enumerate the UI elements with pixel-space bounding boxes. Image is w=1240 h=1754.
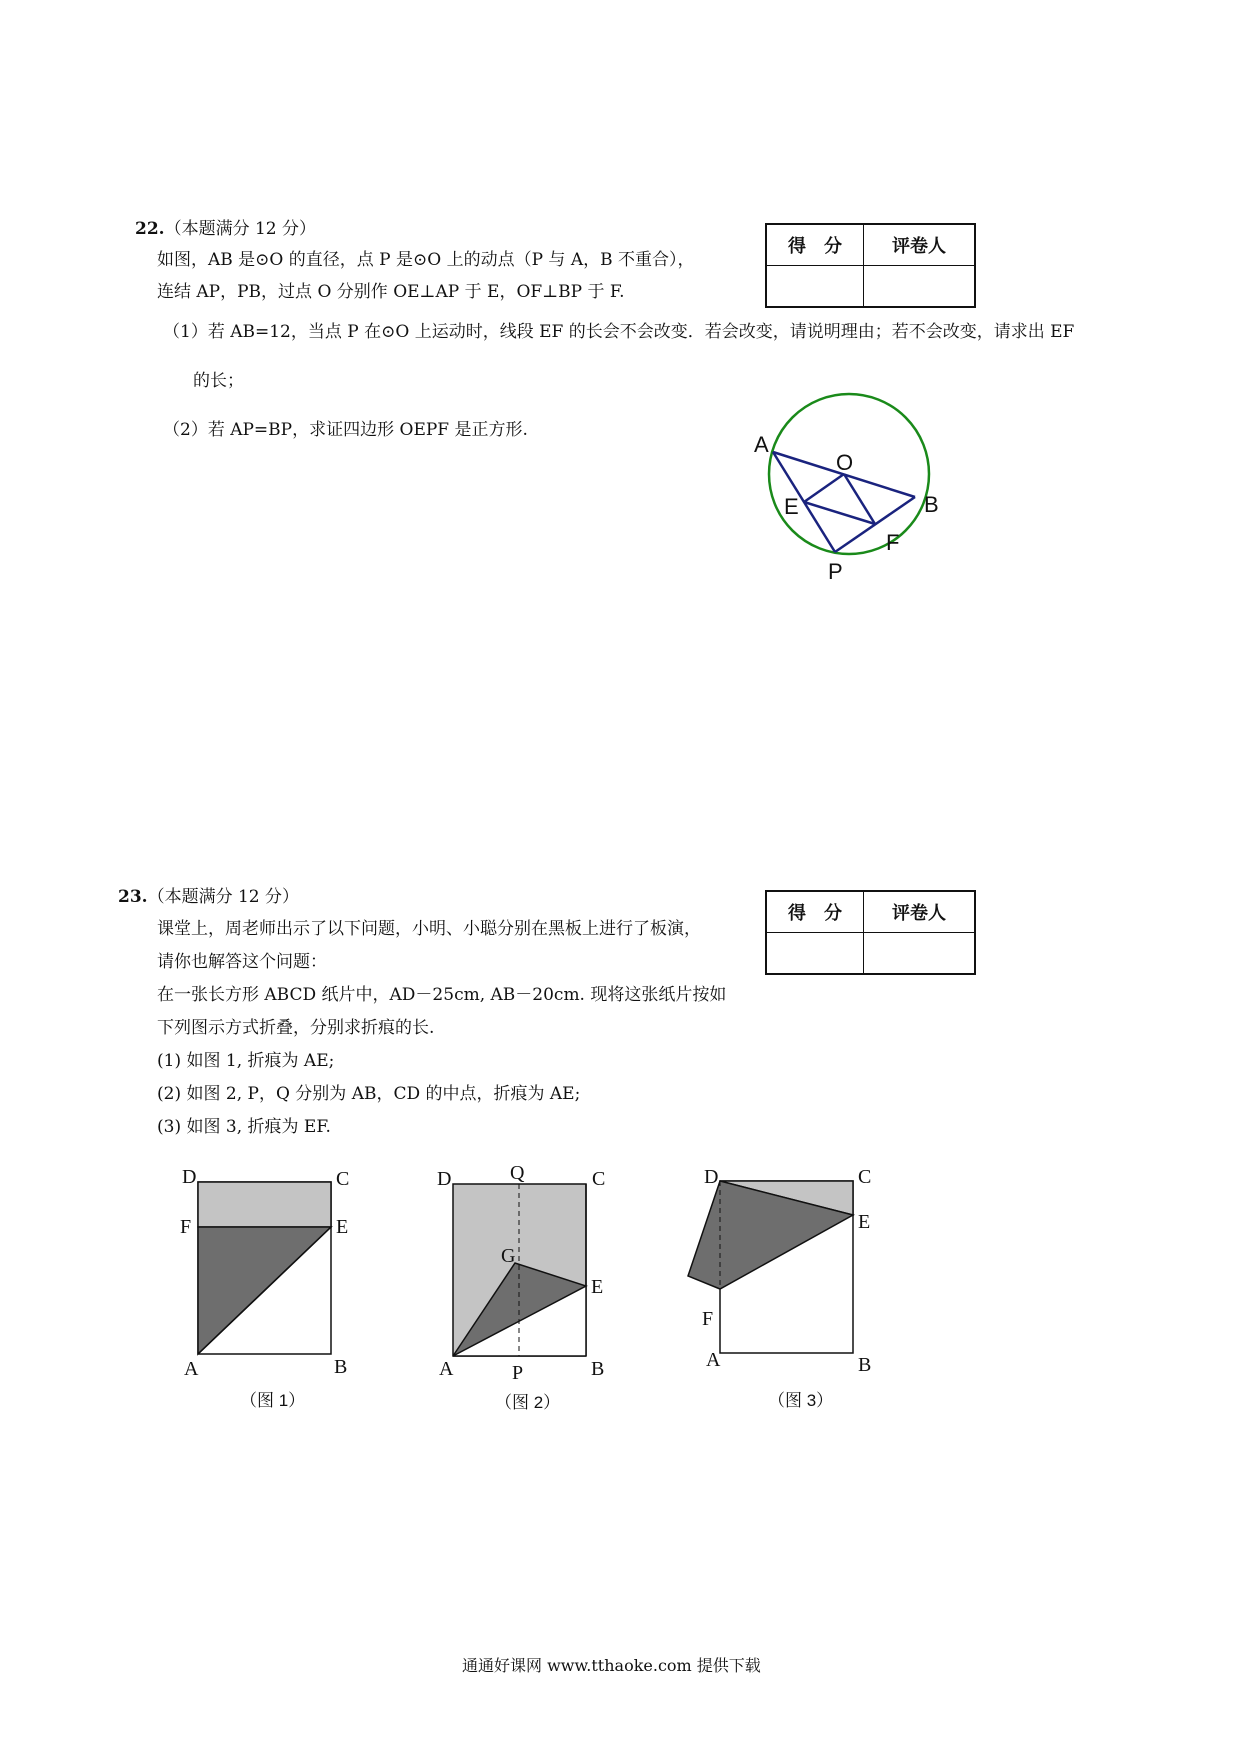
q23-item3: (3) 如图 3, 折痕为 EF. (157, 1117, 331, 1137)
grader-cell[interactable] (864, 266, 976, 308)
q23-line3: 在一张长方形 ABCD 纸片中，AD－25cm, AB－20cm. 现将这张纸片按如 (157, 985, 727, 1005)
label-e: E (784, 494, 799, 519)
grader-header: 评卷人 (864, 891, 976, 933)
q23-item2: (2) 如图 2, P，Q 分别为 AB，CD 的中点，折痕为 AE; (157, 1084, 581, 1104)
q22-header (135, 217, 316, 241)
q23-line4: 下列图示方式折叠，分别求折痕的长. (157, 1018, 435, 1038)
q22-part2: （2）若 AP=BP，求证四边形 OEPF 是正方形. (163, 420, 528, 440)
q23-figure-1 (170, 1155, 370, 1415)
f1-label-d: D (182, 1166, 197, 1188)
score-header: 得 分 (766, 224, 864, 266)
f2-label-c: C (592, 1168, 606, 1190)
label-o: O (836, 450, 854, 475)
label-p: P (828, 559, 843, 584)
q22-part1b: 的长； (193, 371, 244, 391)
q22-score-table (765, 223, 976, 308)
q23-figure-2 (435, 1155, 635, 1415)
f2-label-a: A (439, 1358, 454, 1380)
score-header: 得 分 (766, 891, 864, 933)
f1-label-b: B (334, 1356, 348, 1378)
page-footer: 通通好课网 www.tthaoke.com 提供下载 (462, 1656, 761, 1675)
q22-line2: 连结 AP，PB，过点 O 分别作 OE⊥AP 于 E，OF⊥BP 于 F. (157, 282, 625, 302)
f3-label-f: F (702, 1308, 714, 1330)
q23-line2: 请你也解答这个问题： (157, 952, 327, 972)
q22-number: 22. (135, 219, 165, 239)
q23-figure-3 (680, 1155, 890, 1415)
f3-label-a: A (706, 1349, 721, 1371)
q22-part1a: （1）若 AB=12，当点 P 在⊙O 上运动时，线段 EF 的长会不会改变．若会改变，请说明理由；若不会改变，请求出 EF (163, 322, 1075, 342)
f1-label-f: F (180, 1216, 192, 1238)
score-cell[interactable] (766, 933, 864, 975)
f1-label-e: E (336, 1216, 349, 1238)
f1-caption: （图 1） (240, 1391, 306, 1410)
grader-cell[interactable] (864, 933, 976, 975)
q23-points: （本题满分 12 分） (147, 887, 300, 907)
q23-score-table (765, 890, 976, 975)
grader-header: 评卷人 (864, 224, 976, 266)
q23-line1: 课堂上，周老师出示了以下问题，小明、小聪分别在黑板上进行了板演， (157, 919, 701, 939)
label-b: B (924, 492, 939, 517)
f3-label-d: D (704, 1166, 719, 1188)
f2-label-g: G (501, 1245, 516, 1267)
q23-item1: (1) 如图 1, 折痕为 AE; (157, 1051, 335, 1071)
q22-line1: 如图，AB 是⊙O 的直径，点 P 是⊙O 上的动点（P 与 A，B 不重合）， (157, 250, 695, 270)
label-a: A (754, 432, 769, 457)
q23-number: 23. (118, 887, 148, 907)
score-cell[interactable] (766, 266, 864, 308)
f2-label-b: B (591, 1358, 605, 1380)
strip-dfec (198, 1182, 331, 1227)
f2-label-p: P (512, 1362, 524, 1384)
segment-oe (804, 474, 844, 502)
f3-label-e: E (858, 1211, 871, 1233)
f3-label-c: C (858, 1166, 872, 1188)
q22-points: （本题满分 12 分） (164, 219, 317, 239)
segment-pb (835, 497, 915, 552)
q23-header (118, 885, 299, 909)
f1-label-c: C (336, 1168, 350, 1190)
f3-label-b: B (858, 1354, 872, 1376)
f1-label-a: A (184, 1358, 199, 1380)
f2-caption: （图 2） (495, 1393, 561, 1412)
f2-label-e: E (591, 1276, 604, 1298)
q22-circle-figure (740, 390, 970, 590)
f3-caption: （图 3） (768, 1391, 834, 1410)
f2-label-q: Q (510, 1162, 525, 1184)
f2-label-d: D (437, 1168, 452, 1190)
label-f: F (886, 530, 900, 555)
